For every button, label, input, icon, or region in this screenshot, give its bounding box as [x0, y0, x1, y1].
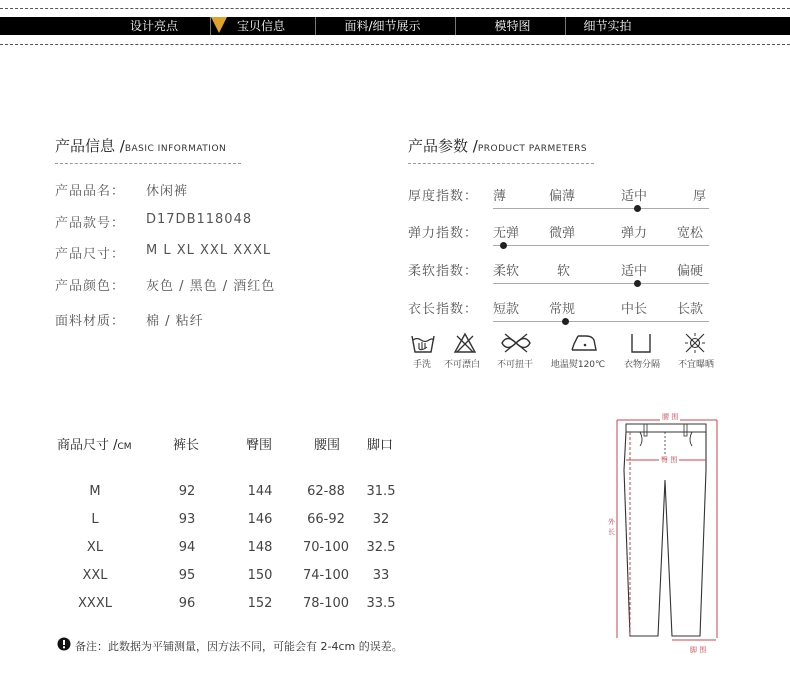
tab-model-photos[interactable]: 模特图 — [494, 19, 531, 33]
table-cell: 74-100 — [302, 568, 350, 583]
param-option: 适中 — [621, 264, 648, 279]
top-nav — [0, 17, 790, 35]
table-cell: 32.5 — [366, 540, 396, 555]
param-option: 软 — [557, 264, 571, 279]
param-option: 无弹 — [493, 226, 520, 241]
param-track-softness — [493, 283, 709, 284]
top-dashed-line — [0, 8, 790, 9]
care-label-separate: 衣物分隔 — [623, 360, 660, 370]
basic-info-heading: 产品信息 /BASIC INFORMATION — [55, 137, 227, 155]
pants-diagram — [600, 410, 730, 660]
basic-info-title-en: BASIC INFORMATION — [124, 144, 227, 154]
param-marker-softness — [634, 280, 641, 287]
basic-info-title: 产品信息 — [55, 137, 116, 155]
size-header-unit: CM — [117, 442, 132, 452]
param-track-elasticity — [493, 245, 709, 246]
care-label-iron: 地温熨120℃ — [550, 360, 606, 370]
param-option: 宽松 — [677, 226, 704, 241]
param-option: 弹力 — [621, 226, 648, 241]
table-cell: 92 — [178, 484, 196, 499]
table-cell: 93 — [178, 512, 196, 527]
tab-fabric-details[interactable]: 面料/细节展示 — [344, 19, 421, 33]
param-option: 中长 — [621, 302, 648, 317]
table-cell: 94 — [178, 540, 196, 555]
diagram-hip-label: 臀 围 — [661, 456, 678, 464]
params-title-en: PRODUCT PARMETERS — [477, 144, 588, 154]
info-label-colors: 产品颜色： — [55, 279, 126, 294]
info-value-name: 休闲裤 — [146, 184, 189, 199]
no-sun-dry-icon — [683, 332, 707, 354]
iron-low-icon — [568, 332, 600, 354]
size-header-size — [57, 434, 132, 453]
active-tab-indicator-icon — [211, 17, 227, 33]
warning-icon — [57, 637, 71, 651]
table-cell: 33.5 — [366, 596, 396, 611]
params-heading: 产品参数 /PRODUCT PARMETERS — [408, 137, 588, 155]
info-label-name: 产品品名： — [55, 184, 126, 199]
size-header-hip: 臀围 — [246, 438, 273, 453]
param-option: 厚 — [693, 189, 707, 204]
table-cell: 144 — [247, 484, 273, 499]
table-cell: 152 — [247, 596, 273, 611]
table-cell: 78-100 — [302, 596, 350, 611]
info-value-colors: 灰色 / 黑色 / 酒红色 — [146, 279, 276, 294]
info-value-sizes: M L XL XXL XXXL — [146, 243, 272, 258]
care-label-no-wring: 不可扭干 — [496, 360, 533, 370]
param-label-thickness: 厚度指数： — [408, 189, 479, 204]
nav-separator — [565, 17, 566, 35]
param-marker-thickness — [634, 205, 641, 212]
info-value-material: 棉 / 粘纤 — [146, 314, 204, 329]
table-cell: 148 — [247, 540, 273, 555]
table-cell: XL — [86, 540, 104, 555]
care-label-no-bleach: 不可漂白 — [443, 360, 480, 370]
table-cell: L — [91, 512, 99, 527]
param-option: 微弹 — [549, 226, 576, 241]
table-cell: 70-100 — [302, 540, 350, 555]
no-wring-icon — [497, 332, 535, 354]
care-label-no-sun: 不宜曝晒 — [677, 360, 714, 370]
param-option: 适中 — [621, 189, 648, 204]
param-option: 常规 — [549, 302, 576, 317]
tab-detail-photos[interactable]: 细节实拍 — [583, 19, 632, 33]
table-cell: M — [89, 484, 101, 499]
diagram-length-label: 外 长 — [608, 518, 615, 536]
table-cell: 95 — [178, 568, 196, 583]
info-value-style-no: D17DB118048 — [146, 212, 253, 227]
size-header-length: 裤长 — [173, 438, 200, 453]
table-cell: 96 — [178, 596, 196, 611]
separate-wash-icon — [629, 332, 653, 354]
diagram-hem-label: 脚 围 — [690, 646, 707, 654]
param-option: 薄 — [493, 189, 507, 204]
param-option: 偏薄 — [549, 189, 576, 204]
table-cell: 62-88 — [307, 484, 345, 499]
table-cell: 150 — [247, 568, 273, 583]
nav-separator — [455, 17, 456, 35]
nav-separator — [315, 17, 316, 35]
table-cell: 66-92 — [307, 512, 345, 527]
param-track-thickness — [493, 208, 709, 209]
info-label-material: 面料材质： — [55, 314, 126, 329]
no-bleach-icon — [453, 332, 477, 354]
table-cell: 31.5 — [366, 484, 396, 499]
info-label-sizes: 产品尺寸： — [55, 247, 126, 262]
params-title: 产品参数 — [408, 137, 469, 155]
param-track-length — [493, 321, 709, 322]
hand-wash-icon — [410, 332, 436, 354]
param-marker-elasticity — [500, 242, 507, 249]
size-header-waist: 腰围 — [314, 438, 341, 453]
measurement-note: 备注：此数据为平铺测量，因方法不同，可能会有 2-4cm 的误差。 — [75, 640, 403, 653]
params-divider — [408, 163, 594, 164]
size-header-size-label: 商品尺寸 / — [57, 438, 118, 453]
table-cell: 146 — [247, 512, 273, 527]
param-label-length: 衣长指数： — [408, 302, 479, 317]
tab-product-info[interactable]: 宝贝信息 — [236, 19, 285, 33]
table-cell: XXL — [82, 568, 108, 583]
table-cell: 33 — [372, 568, 390, 583]
param-label-elasticity: 弹力指数： — [408, 226, 479, 241]
param-option: 长款 — [677, 302, 704, 317]
info-label-style-no: 产品款号： — [55, 216, 126, 231]
param-option: 柔软 — [493, 264, 520, 279]
tab-design-highlights[interactable]: 设计亮点 — [129, 19, 178, 33]
param-marker-length — [562, 318, 569, 325]
param-option: 短款 — [493, 302, 520, 317]
table-cell: XXXL — [78, 596, 112, 611]
size-header-hem: 脚口 — [367, 438, 394, 453]
top-dashed-line-bottom — [0, 44, 790, 45]
care-label-hand-wash: 手洗 — [412, 360, 431, 370]
table-cell: 32 — [372, 512, 390, 527]
param-label-softness: 柔软指数： — [408, 264, 479, 279]
diagram-waist-label: 腰 围 — [662, 413, 679, 421]
basic-info-divider — [55, 163, 241, 164]
param-option: 偏硬 — [677, 264, 704, 279]
